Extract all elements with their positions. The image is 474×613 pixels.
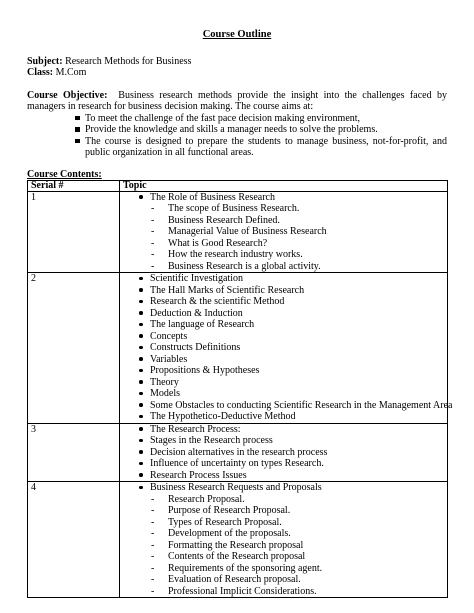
subtopic-item: - The scope of Business Research. (123, 203, 444, 215)
topic-item: Scientific Investigation (123, 273, 444, 285)
subtopic-item: - Professional Implicit Considerations. (123, 586, 444, 598)
table-body (28, 191, 453, 598)
objective-label: Course Objective: (27, 89, 108, 101)
course-contents-table (27, 179, 453, 599)
topic-cell (120, 191, 448, 273)
topic-item: Variables (123, 354, 444, 366)
topic-item: Some Obstacles to conducting Scientific Research in the Management Area (123, 400, 444, 412)
subject-label: Subject: (27, 55, 63, 67)
document-page (27, 29, 453, 598)
course-objective (27, 90, 447, 113)
serial-cell: 2 (28, 273, 120, 424)
objective-point: Provide the knowledge and skills a manager needs to solve the problems. (75, 124, 447, 136)
subtopic-item: - Research Proposal. (123, 494, 444, 506)
subtopic-list (123, 494, 444, 598)
topic-item: The Hypothetico-Deductive Method (123, 411, 444, 423)
topic-cell (120, 273, 453, 424)
class-label: Class: (27, 67, 54, 78)
contents-heading: Course Contents: (27, 168, 102, 180)
subtopic-item: - Evaluation of Research proposal. (123, 574, 444, 586)
class-value: M.Com (55, 67, 87, 78)
subtopic-list (123, 203, 444, 272)
topic-item: The language of Research (123, 319, 444, 331)
column-header-serial: Serial # (28, 180, 120, 191)
topic-item: Business Research Requests and Proposals (123, 482, 444, 494)
objective-point: To meet the challenge of the fast pace decision making environment, (75, 113, 447, 125)
topic-item: Influence of uncertainty on types Research. (123, 458, 444, 470)
objective-text: Business research methods provide the insight into the challenges faced by managers in research for business decision making. The course aims at: (27, 89, 448, 112)
topic-item: Models (123, 388, 444, 400)
objective-point: The course is designed to prepare the students to manage business, not-for-profit, and public organization in all functional areas. (75, 136, 447, 159)
topic-item: The Research Process: (123, 424, 444, 436)
topic-item: The Hall Marks of Scientific Research (123, 285, 444, 297)
subtopic-item: - Business Research is a global activity. (123, 261, 444, 273)
topic-item: Constructs Definitions (123, 342, 444, 354)
topic-item: Decision alternatives in the research process (123, 447, 444, 459)
subject-value: Research Methods for Business (65, 55, 192, 67)
table-header-row (28, 180, 448, 191)
topic-item: Concepts (123, 331, 444, 343)
subtopic-item: - Managerial Value of Business Research (123, 226, 444, 238)
topic-item: The Role of Business Research (123, 192, 444, 204)
objective-list (27, 113, 447, 159)
subtopic-item: - How the research industry works. (123, 249, 444, 261)
table-row (28, 423, 448, 482)
subtopic-item: - Business Research Defined. (123, 215, 444, 227)
topic-list (123, 482, 444, 597)
topic-item: Deduction & Induction (123, 308, 444, 320)
topic-list (123, 424, 444, 482)
class-line (27, 67, 447, 79)
subtopic-item: - What is Good Research? (123, 238, 444, 250)
course-meta (27, 56, 447, 79)
subtopic-item: - Formatting the Research proposal (123, 540, 444, 552)
topic-list (123, 273, 453, 423)
topic-item: Research & the scientific Method (123, 296, 444, 308)
column-header-topic: Topic (120, 180, 448, 191)
subtopic-item: - Purpose of Research Proposal. (123, 505, 444, 517)
topic-item: Research Process Issues (123, 470, 444, 482)
topic-list (123, 192, 444, 273)
topic-item: Theory (123, 377, 444, 389)
subtopic-item: - Development of the proposals. (123, 528, 444, 540)
subtopic-item: - Contents of the Research proposal (123, 551, 444, 563)
table-row (28, 482, 448, 598)
serial-cell: 1 (28, 191, 120, 273)
topic-cell (120, 423, 448, 482)
page-title: Course Outline (202, 29, 272, 40)
serial-cell: 4 (28, 482, 120, 598)
serial-cell: 3 (28, 423, 120, 482)
table-row (28, 191, 448, 273)
topic-cell (120, 482, 448, 598)
subject-line (27, 56, 447, 68)
topic-item: Propositions & Hypotheses (123, 365, 444, 377)
table-row (28, 273, 448, 424)
subtopic-item: - Requirements of the sponsoring agent. (123, 563, 444, 575)
subtopic-item: - Types of Research Proposal. (123, 517, 444, 529)
topic-item: Stages in the Research process (123, 435, 444, 447)
